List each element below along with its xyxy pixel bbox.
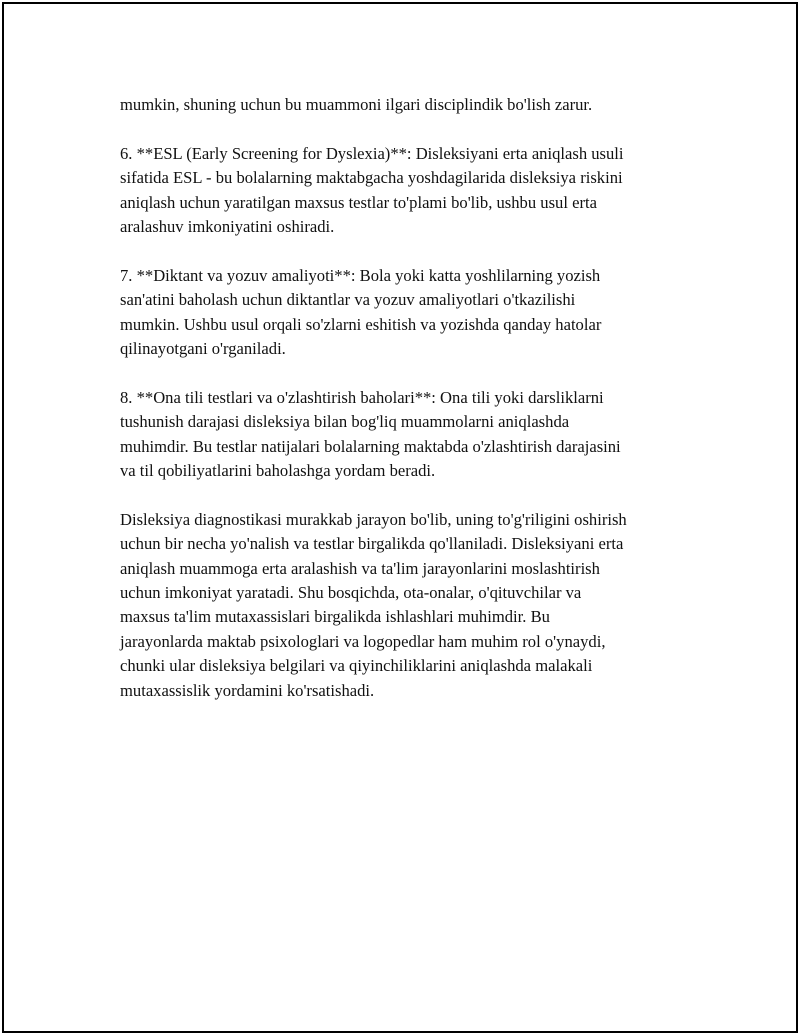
paragraph-item-8-ona-tili [120, 386, 688, 484]
text-line: jarayonlarda maktab psixologlari va logopedlar ham muhim rol o'ynaydi, [120, 631, 606, 651]
text-line: mumkin. Ushbu usul orqali so'zlarni eshitish va yozishda qanday hatolar [120, 314, 602, 334]
text-line: chunki ular disleksiya belgilari va qiyinchiliklarini aniqlashda malakali [120, 656, 593, 676]
text-line: aniqlash uchun yaratilgan maxsus testlar to'plami bo'lib, ushbu usul erta [120, 192, 597, 212]
document-body [120, 93, 688, 727]
paragraph-continuation [120, 93, 688, 117]
text-line: 6. **ESL (Early Screening for Dyslexia)**: Disleksiyani erta aniqlash usuli [120, 143, 624, 163]
text-line: tushunish darajasi disleksiya bilan bog'liq muammolarni aniqlashda [120, 412, 570, 432]
text-line: muhimdir. Bu testlar natijalari bolalarning maktabda o'zlashtirish darajasini [120, 436, 621, 456]
text-line: san'atini baholash uchun diktantlar va yozuv amaliyotlari o'tkazilishi [120, 290, 576, 310]
text-line: 7. **Diktant va yozuv amaliyoti**: Bola yoki katta yoshlilarning yozish [120, 265, 601, 285]
text-line: qilinayotgani o'rganiladi. [120, 339, 286, 359]
text-line: sifatida ESL - bu bolalarning maktabgacha yoshdagilarida disleksiya riskini [120, 168, 623, 188]
page-frame [2, 2, 798, 1033]
paragraph-item-6-esl [120, 142, 688, 240]
text-line: uchun bir necha yo'nalish va testlar birgalikda qo'llaniladi. Disleksiyani erta [120, 534, 624, 554]
text-line: mutaxassislik yordamini ko'rsatishadi. [120, 680, 375, 700]
text-line: uchun imkoniyat yaratadi. Shu bosqichda, ota-onalar, o'qituvchilar va [120, 583, 582, 603]
text-line: Disleksiya diagnostikasi murakkab jarayon bo'lib, uning to'g'riligini oshirish [120, 509, 627, 529]
text-line: mumkin, shuning uchun bu muammoni ilgari disciplindik bo'lish zarur. [120, 95, 593, 114]
text-line: maxsus ta'lim mutaxassislari birgalikda ishlashlari muhimdir. Bu [120, 607, 550, 627]
text-line: va til qobiliyatlarini baholashga yordam beradi. [120, 461, 436, 481]
text-line: 8. **Ona tili testlari va o'zlashtirish baholari**: Ona tili yoki darsliklarni [120, 387, 604, 407]
paragraph-conclusion [120, 508, 688, 703]
paragraph-item-7-diktant [120, 264, 688, 362]
text-line: aralashuv imkoniyatini oshiradi. [120, 217, 335, 237]
text-line: aniqlash muammoga erta aralashish va ta'lim jarayonlarini moslashtirish [120, 558, 600, 578]
